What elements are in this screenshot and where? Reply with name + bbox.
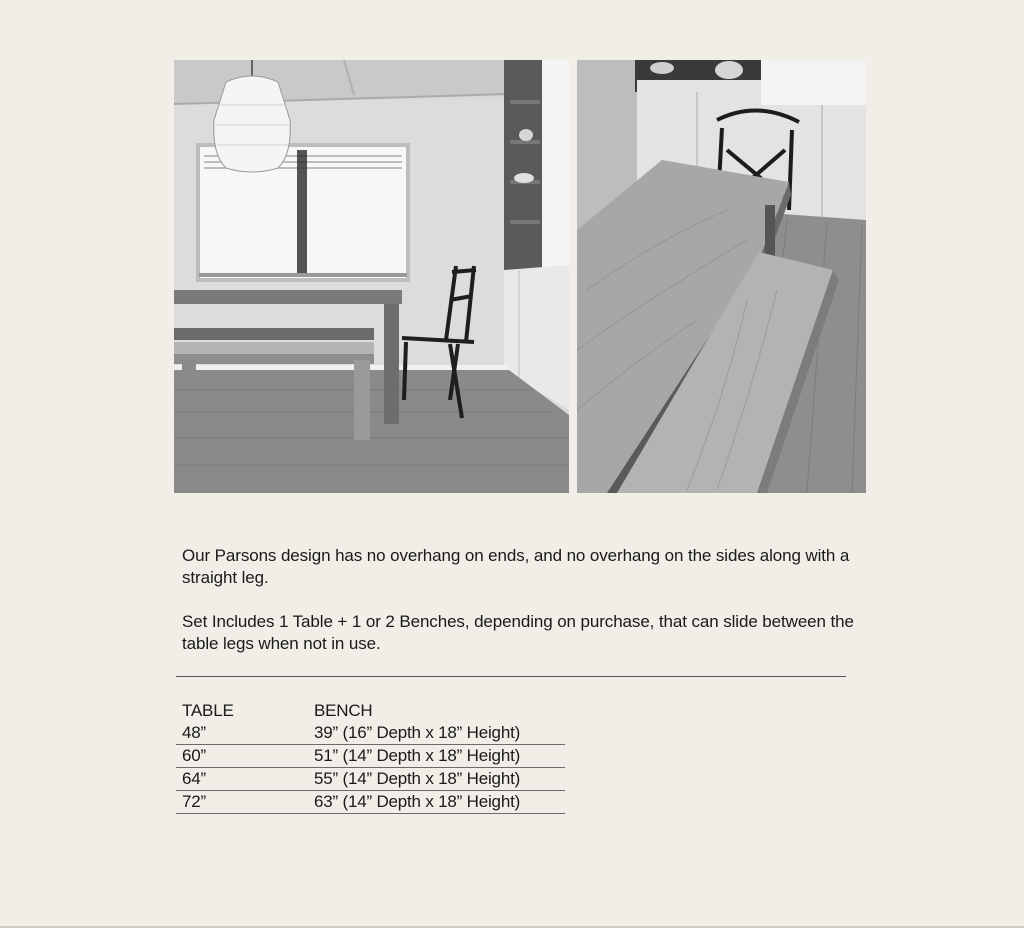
description-overhang: Our Parsons design has no overhang on ends, and no overhang on the sides along with a straight leg. [182,546,850,587]
table-row [176,722,565,745]
table-size: 72” [182,792,206,811]
dining-room-illustration [174,60,569,493]
table-bench-illustration [577,60,866,493]
table-row [176,768,565,791]
bench-size: 51” (14” Depth x 18” Height) [314,746,521,765]
section-divider [176,676,846,677]
table-size: 48” [182,723,206,742]
size-table-header [176,700,565,722]
bench-size: 39” (16” Depth x 18” Height) [314,723,521,742]
description-set-includes: Set Includes 1 Table + 1 or 2 Benches, depending on purchase, that can slide between the table legs when not in use. [182,612,854,653]
table-row [176,745,565,768]
header-table: TABLE [182,701,234,720]
table-bench-closeup-photo [577,60,866,493]
bench-size: 55” (14” Depth x 18” Height) [314,769,521,788]
table-size: 64” [182,769,206,788]
header-bench: BENCH [314,701,373,720]
dining-room-photo [174,60,569,493]
size-table [176,700,565,814]
bench-size: 63” (14” Depth x 18” Height) [314,792,521,811]
table-row [176,791,565,814]
table-size: 60” [182,746,206,765]
